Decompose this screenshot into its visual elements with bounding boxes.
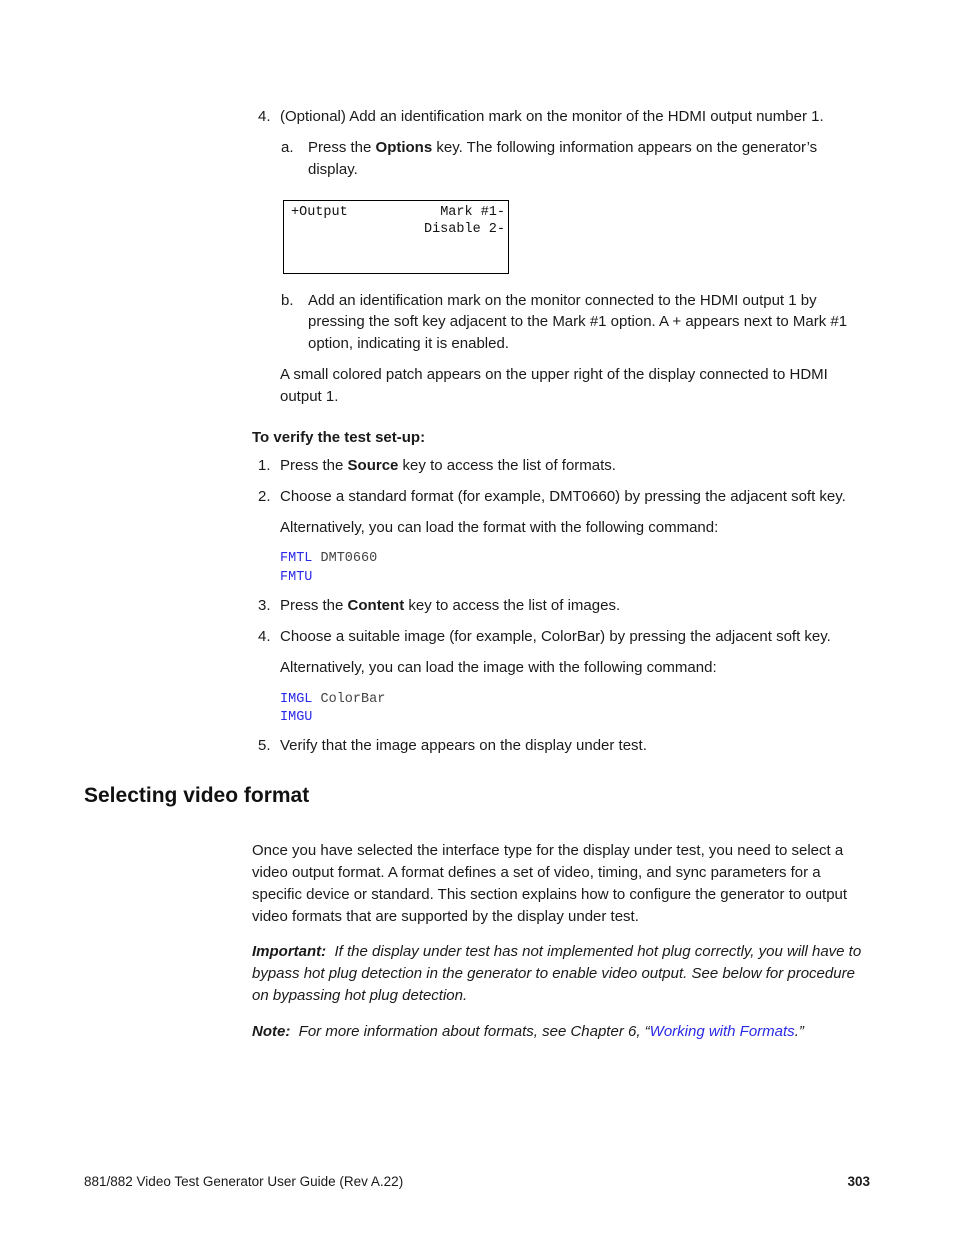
section-body: Once you have selected the interface type for the display under test, you need to select a video output format. A format defines a set of video, timing, and sync parameters for a specific device or standard. This section explains how to configure the generator to output video formats that are supported by the display under test. [252, 842, 848, 925]
command-arg: DMT0660 [312, 551, 378, 566]
step-text: (Optional) Add an identification mark on the monitor of the HDMI output number 1. [280, 108, 824, 125]
section-title [84, 784, 309, 808]
note-text: For more information about formats, see Chapter 6, “ [298, 1023, 650, 1040]
content-key: Content [347, 597, 405, 614]
step-text-post: key to access the list of images. [404, 597, 621, 614]
substep-text-pre: Press the [308, 139, 376, 156]
code-line [280, 692, 385, 707]
substep-b-line3: option, indicating it is enabled. [308, 335, 509, 352]
working-with-formats-link[interactable]: Working with Formats [649, 1023, 795, 1040]
substep-text-post: key. The following information appears on the generator’s [432, 139, 818, 156]
important-label: Important: [252, 943, 327, 960]
source-key: Source [347, 457, 399, 474]
footer-title: 881/882 Video Test Generator User Guide (Rev A.22) [84, 1174, 404, 1189]
step-text [280, 457, 616, 474]
lcd-right-2: Disable 2- [423, 222, 505, 237]
step-number: 3. [258, 597, 271, 614]
step-text [280, 597, 620, 614]
verify-heading: To verify the test set-up: [252, 429, 426, 446]
lcd-right-1: Mark #1- [440, 205, 505, 220]
step-number: 2. [258, 488, 271, 505]
important-text: If the display under test has not implemented hot plug correctly, you will have to bypass hot plug detection in the generator to enable video output. See below for procedure on bypassing hot plug detection. [252, 943, 862, 1004]
step-text-pre: Press the [280, 457, 348, 474]
step-text-pre: Press the [280, 597, 348, 614]
step-number: 4. [258, 628, 271, 645]
note-text-end: .” [794, 1023, 804, 1040]
step-number: 1. [258, 457, 271, 474]
step-number: 4. [258, 108, 271, 125]
step-text: Verify that the image appears on the display under test. [280, 737, 647, 754]
substep-b-line1: Add an identification mark on the monitor connected to the HDMI output 1 by [308, 292, 817, 309]
substep-label: b. [281, 292, 294, 309]
substep-text [308, 139, 817, 156]
patch-note-line1: A small colored patch appears on the upper right of the display connected to HDMI [280, 366, 828, 383]
lcd-left-1: +Output [291, 205, 348, 220]
substep-label: a. [281, 139, 294, 156]
alternative-text: Alternatively, you can load the format with the following command: [280, 519, 719, 536]
page-number: 303 [847, 1174, 870, 1189]
alternative-text: Alternatively, you can load the image with the following command: [280, 659, 717, 676]
command-fmtl: FMTL [280, 551, 313, 566]
important-note [252, 941, 872, 1007]
step-text: Choose a standard format (for example, DMT0660) by pressing the adjacent soft key. [280, 488, 846, 505]
options-key: Options [375, 139, 433, 156]
note-label: Note: [252, 1023, 291, 1040]
step-text: Choose a suitable image (for example, ColorBar) by pressing the adjacent soft key. [280, 628, 831, 645]
command-fmtu: FMTU [280, 570, 313, 585]
patch-note-line2: output 1. [280, 388, 339, 405]
formats-note [252, 1023, 804, 1040]
step-number: 5. [258, 737, 271, 754]
substep-b-line2: pressing the soft key adjacent to the Mark #1 option. A + appears next to Mark #1 [308, 313, 848, 330]
code-line [280, 551, 377, 566]
step-text-post: key to access the list of formats. [398, 457, 616, 474]
command-arg: ColorBar [312, 692, 386, 707]
command-imgu: IMGU [280, 710, 313, 725]
substep-text-line2: display. [308, 161, 358, 178]
generator-display [283, 200, 509, 274]
section-heading: Selecting video format [84, 784, 310, 807]
command-imgl: IMGL [280, 692, 313, 707]
